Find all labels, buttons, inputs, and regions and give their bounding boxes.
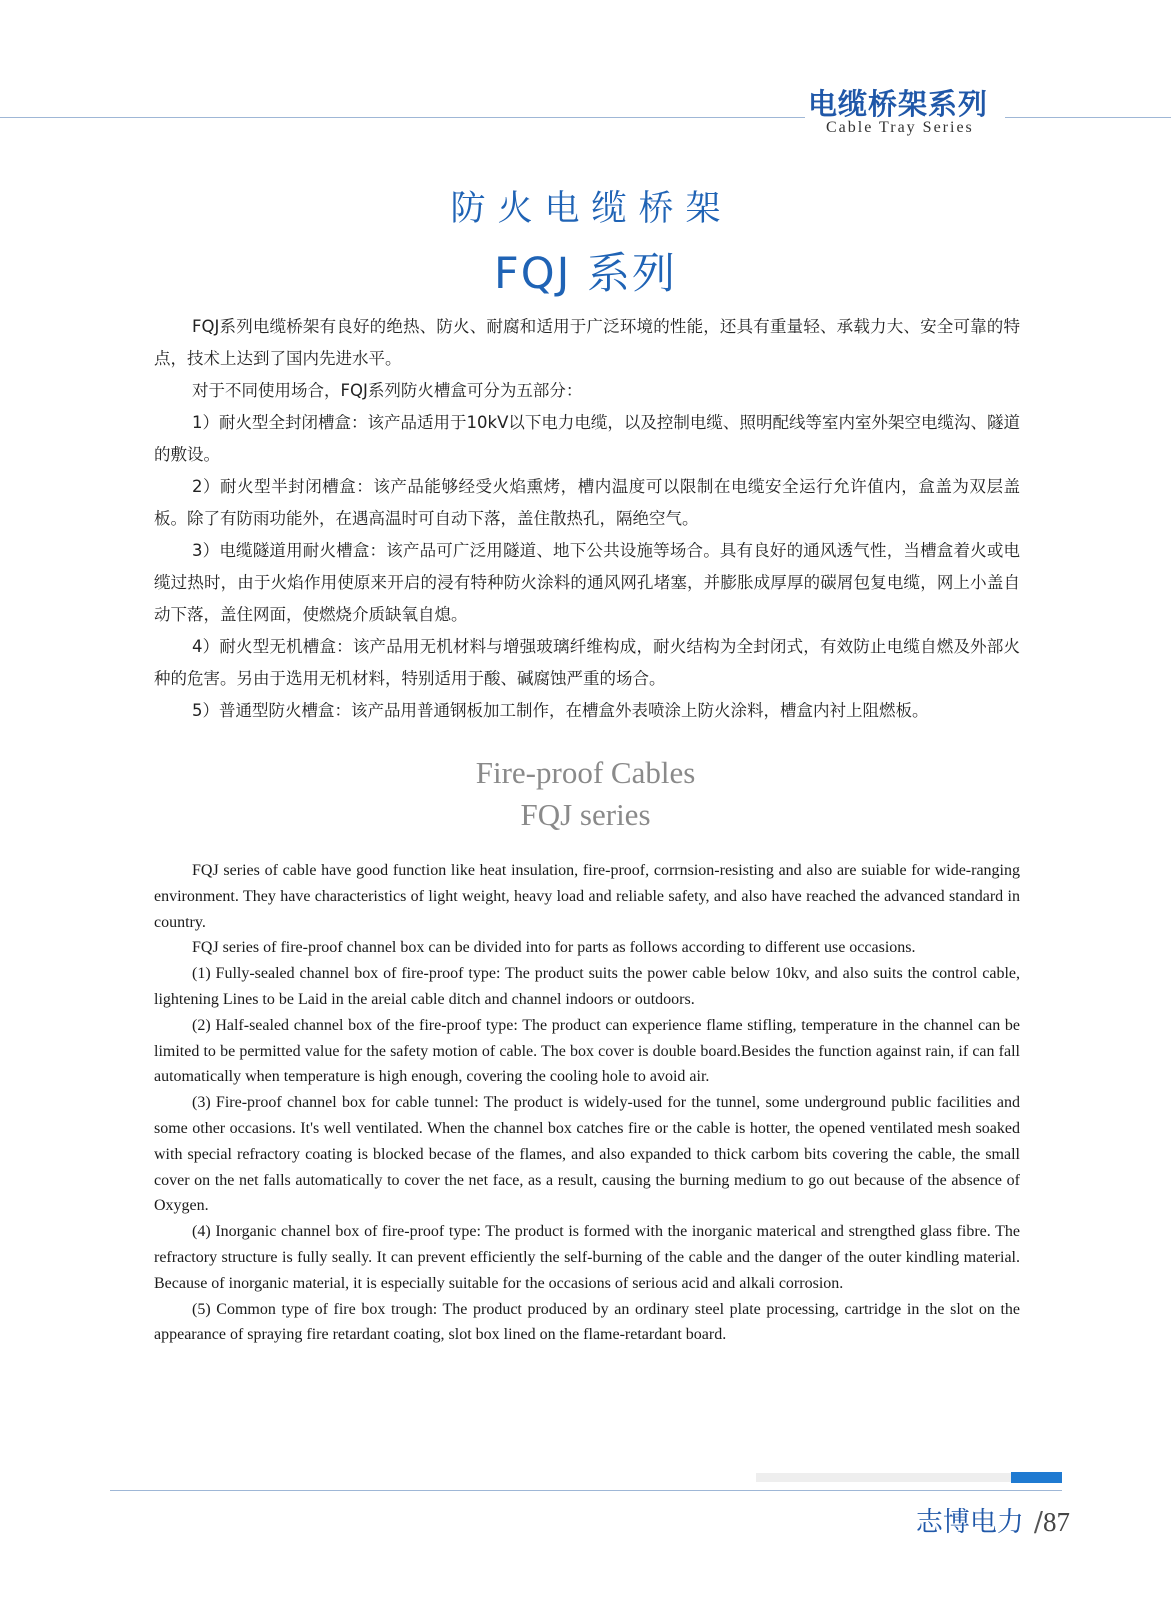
en-paragraph: (5) Common type of fire box trough: The product produced by an ordinary steel plate processing, cartridge in the slot on the appearance of spraying fire retardant coating, slot box lined on the flame-retardant board. <box>154 1300 1020 1344</box>
page-title-cn: 防火电缆桥架 <box>450 189 733 229</box>
header-rule-left <box>0 117 805 118</box>
cn-paragraph: 1）耐火型全封闭槽盒：该产品适用于10kV以下电力电缆，以及控制电缆、照明配线等室内室外架空电缆沟、隧道的敷设。 <box>154 413 1020 464</box>
cn-paragraph: FQJ系列电缆桥架有良好的绝热、防火、耐腐和适用于广泛环境的性能，还具有重量轻、承载力大、安全可靠的特点，技术上达到了国内先进水平。 <box>154 317 1020 368</box>
series-title-en: Cable Tray Series <box>826 119 974 136</box>
cn-paragraph: 对于不同使用场合，FQJ系列防火槽盒可分为五部分： <box>192 381 583 400</box>
chinese-description <box>154 311 1020 727</box>
cn-paragraph: 3）电缆隧道用耐火槽盒：该产品可广泛用隧道、地下公共设施等场合。具有良好的通风透气性，当槽盒着火或电缆过热时，由于火焰作用使原来开启的浸有特种防火涂料的通风网孔堵塞，并膨胀成厚厚的碳屑包复电缆，网上小盖自动下落，盖住网面，使燃烧介质缺氧自熄。 <box>154 541 1020 624</box>
cn-paragraph: 4）耐火型无机槽盒：该产品用无机材料与增强玻璃纤维构成，耐火结构为全封闭式，有效防止电缆自燃及外部火种的危害。另由于选用无机材料，特别适用于酸、碱腐蚀严重的场合。 <box>154 637 1020 688</box>
series-title-cn: 电缆桥架系列 <box>808 87 989 121</box>
en-paragraph: (3) Fire-proof channel box for cable tunnel: The product is widely-used for the tunnel, some underground public facilities and some other occasions. It's well ventilated. When the channel box catches fire or the cable is hotter, the opened ventilated mesh soaked with special refractory coating is blocked becase of the flames, and also expanded to thick carbom bits covering the cable, the small cover on the net falls automatically to cover the net face, as a result, causing the burning medium to go out because of the absence of Oxygen. <box>154 1094 1020 1215</box>
en-paragraph: (4) Inorganic channel box of fire-proof type: The product is formed with the inorganic materical and strengthed glass fibre. The refractory structure is fully seally. It can prevent efficiently the self-burning of the cable and the danger of the outer kindling material. Because of inorganic material, it is especially suitable for the occasions of serious acid and alkali corrosion. <box>154 1223 1020 1292</box>
en-paragraph: FQJ series of fire-proof channel box can be divided into for parts as follows according to different use occasions. <box>192 939 916 957</box>
cn-paragraph: 5）普通型防火槽盒：该产品用普通钢板加工制作，在槽盒外表喷涂上防火涂料，槽盒内衬上阻燃板。 <box>192 701 929 720</box>
english-description <box>154 858 1020 1348</box>
footer-bar-light <box>756 1473 1011 1482</box>
page-number: 87 <box>1043 1507 1070 1537</box>
footer-separator: / <box>1033 1507 1043 1538</box>
footer <box>880 1500 1070 1539</box>
header-rule-right <box>1005 117 1171 118</box>
english-title <box>0 752 1171 836</box>
footer-company: 志博电力 <box>915 1507 1024 1538</box>
en-paragraph: FQJ series of cable have good function like heat insulation, fire-proof, corrnsion-resisting and also are suiable for wide-ranging environment. They have characteristics of light weight, heavy load and reliable safety, and also have reached the advanced standard in country. <box>154 862 1020 931</box>
english-title-line2: FQJ series <box>520 797 651 832</box>
cn-paragraph: 2）耐火型半封闭槽盒：该产品能够经受火焰熏烤，槽内温度可以限制在电缆安全运行允许值内，盒盖为双层盖板。除了有防雨功能外，在遇高温时可自动下落，盖住散热孔，隔绝空气。 <box>154 477 1020 528</box>
page-title-code: FQJ 系列 <box>494 249 677 299</box>
english-title-line1: Fire-proof Cables <box>475 755 696 790</box>
en-paragraph: (2) Half-sealed channel box of the fire-proof type: The product can experience flame stifling, temperature in the channel can be limited to be permitted value for the safety motion of cable. The box cover is double board.Besides the function against rain, if can fall automatically when temperature is high enough, covering the cooling hole to avoid air. <box>154 1016 1020 1086</box>
footer-rule <box>110 1490 1062 1491</box>
footer-bar-accent <box>1011 1472 1062 1483</box>
en-paragraph: (1) Fully-sealed channel box of fire-proof type: The product suits the power cable below 10kv, and also suits the control cable, lightening Lines to be Laid in the areial cable ditch and channel indoors or outdoors. <box>154 965 1020 1008</box>
